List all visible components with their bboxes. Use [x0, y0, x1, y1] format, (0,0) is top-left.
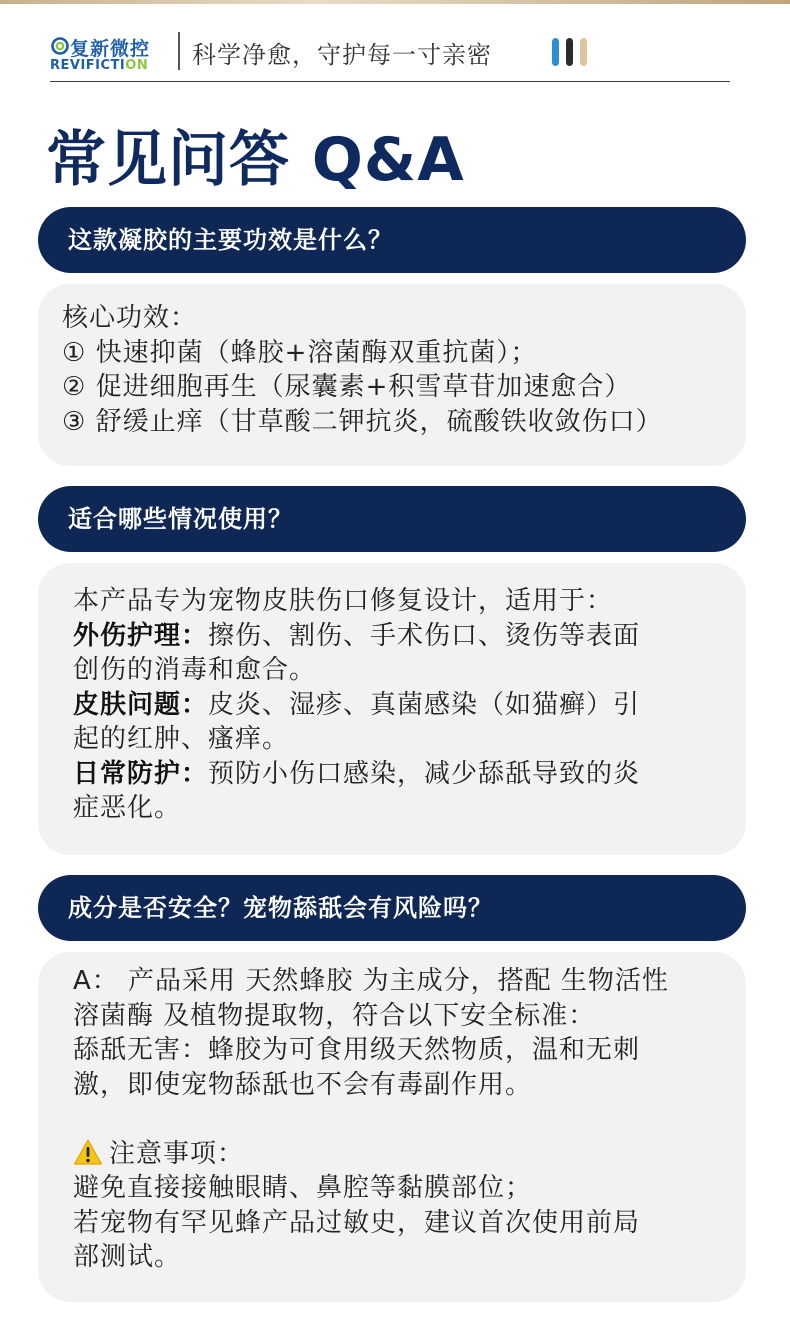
answer-line: 溶菌酶 及植物提取物，符合以下安全标准：	[73, 1000, 596, 1031]
brand-name-cn: 复新微控	[70, 38, 151, 60]
brand-slogan: 科学净愈，守护每一寸亲密	[192, 41, 492, 69]
warning-line: 若宠物有罕见蜂产品过敏史，建议首次使用前局	[73, 1207, 641, 1238]
brand-header	[50, 28, 730, 82]
answer-line: ③ 舒缓止痒（甘草酸二钾抗炎，硫酸铁收敛伤口）	[62, 406, 663, 437]
answer-line: ② 促进细胞再生（尿囊素+积雪草苷加速愈合）	[62, 372, 632, 402]
header-divider	[178, 32, 180, 70]
decor-bar-black	[566, 38, 573, 66]
answer-item-line: 皮肤问题：皮炎、湿疹、真菌感染（如猫癣）引	[73, 689, 641, 720]
warning-title-line: 注意事项：	[73, 1137, 746, 1172]
faq-question-3: 成分是否安全？宠物舔舐会有风险吗？	[38, 875, 746, 941]
decor-bar-beige	[580, 38, 587, 66]
decor-bar-blue	[552, 38, 559, 66]
top-decor-strip	[0, 0, 790, 4]
answer-item-line: 外伤护理：擦伤、割伤、手术伤口、烫伤等表面	[73, 620, 641, 651]
decor-bars	[552, 38, 588, 66]
warning-triangle-icon	[73, 1138, 103, 1166]
faq-answer-3	[38, 952, 746, 1302]
answer-intro: 本产品专为宠物皮肤伤口修复设计，适用于：	[73, 586, 614, 616]
answer-line: A： 产品采用 天然蜂胶 为主成分，搭配 生物活性	[73, 966, 669, 996]
spacer	[73, 1102, 746, 1137]
answer-line: 舔舐无害：蜂胶为可食用级天然物质，温和无刺	[73, 1035, 641, 1065]
answer-item-line: 起的红肿、瘙痒。	[73, 724, 290, 754]
faq-question-1: 这款凝胶的主要功效是什么？	[38, 207, 746, 273]
answer-item-line: 症恶化。	[73, 793, 182, 823]
answer-item-line: 创伤的消毒和愈合。	[73, 655, 317, 685]
answer-line: 核心功效：	[62, 303, 198, 333]
logo-swirl-icon	[50, 36, 70, 56]
item-label: 外伤护理：	[73, 620, 209, 651]
brand-logo	[50, 32, 170, 76]
page-title: 常见问答 Q&A	[46, 125, 465, 195]
answer-line: ① 快速抑菌（蜂胶+溶菌酶双重抗菌）；	[62, 337, 538, 368]
faq-question-2: 适合哪些情况使用？	[38, 486, 746, 552]
faq-answer-1	[38, 284, 746, 466]
answer-item-line: 日常防护：预防小伤口感染，减少舔舐导致的炎	[73, 758, 641, 789]
brand-name-en: REVIFICTION	[50, 58, 149, 73]
item-label: 日常防护：	[73, 758, 209, 789]
answer-line: 激，即使宠物舔舐也不会有毒副作用。	[73, 1069, 533, 1100]
item-label: 皮肤问题：	[73, 689, 209, 720]
faq-answer-2	[38, 563, 746, 855]
warning-line: 部测试。	[73, 1242, 182, 1272]
warning-line: 避免直接接触眼睛、鼻腔等黏膜部位；	[73, 1173, 533, 1203]
